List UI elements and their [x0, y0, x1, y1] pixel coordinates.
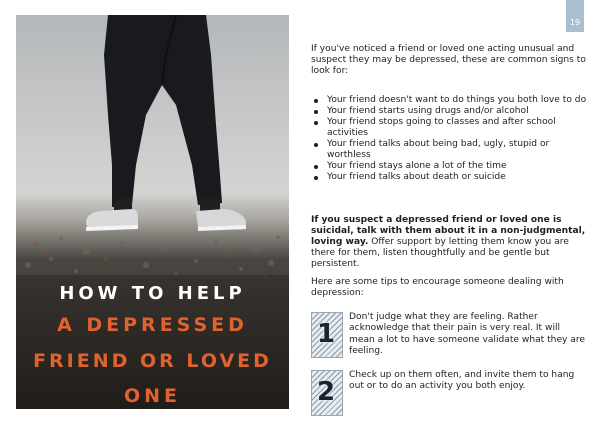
list-item: Your friend talks about being bad, ugly, stupid or worthless — [311, 139, 587, 161]
page-number: 19 — [569, 18, 581, 27]
tip-text: Don't judge what they are feeling. Rather acknowledge that their pain is very real. It will mean a lot to have someone validate what they are feeling. — [349, 312, 586, 356]
suicide-warning-paragraph — [311, 215, 587, 270]
list-item: Your friend talks about death or suicide — [311, 172, 587, 183]
list-item: Your friend doesn't want to do things you both love to do — [311, 95, 587, 106]
warning-bold-text: If you suspect a depressed friend or loved one is suicidal, talk with them about it in a non-judgmental, loving way. — [311, 215, 586, 247]
cover-title-line-3: FRIEND OR LOVED — [33, 350, 272, 372]
tip-number: 2 — [316, 377, 336, 407]
cover-photo — [16, 15, 289, 409]
cover-title-line-1: HOW TO HELP — [59, 283, 246, 304]
warning-rest-text: Offer support by letting them know you are there for them, listen thoughtfully and be gentle but persistent. — [311, 237, 569, 269]
signs-list — [311, 95, 587, 183]
list-item: Your friend starts using drugs and/or alcohol — [311, 106, 587, 117]
page-number-tab — [566, 0, 584, 32]
tip-item — [311, 312, 587, 360]
list-item: Your friend stays alone a lot of the time — [311, 161, 587, 172]
list-item: Your friend stops going to classes and after school activities — [311, 117, 587, 139]
cover-title-line-2: A DEPRESSED — [57, 314, 248, 336]
intro-paragraph: If you've noticed a friend or loved one acting unusual and suspect they may be depressed, these are common signs to look for: — [311, 44, 586, 76]
tips-intro: Here are some tips to encourage someone dealing with depression: — [311, 277, 564, 298]
cover-title-line-4: ONE — [123, 385, 182, 407]
tip-text: Check up on them often, and invite them to hang out or to do an activity you both enjoy. — [349, 370, 575, 392]
tip-item — [311, 370, 587, 418]
tip-number: 1 — [316, 319, 336, 349]
